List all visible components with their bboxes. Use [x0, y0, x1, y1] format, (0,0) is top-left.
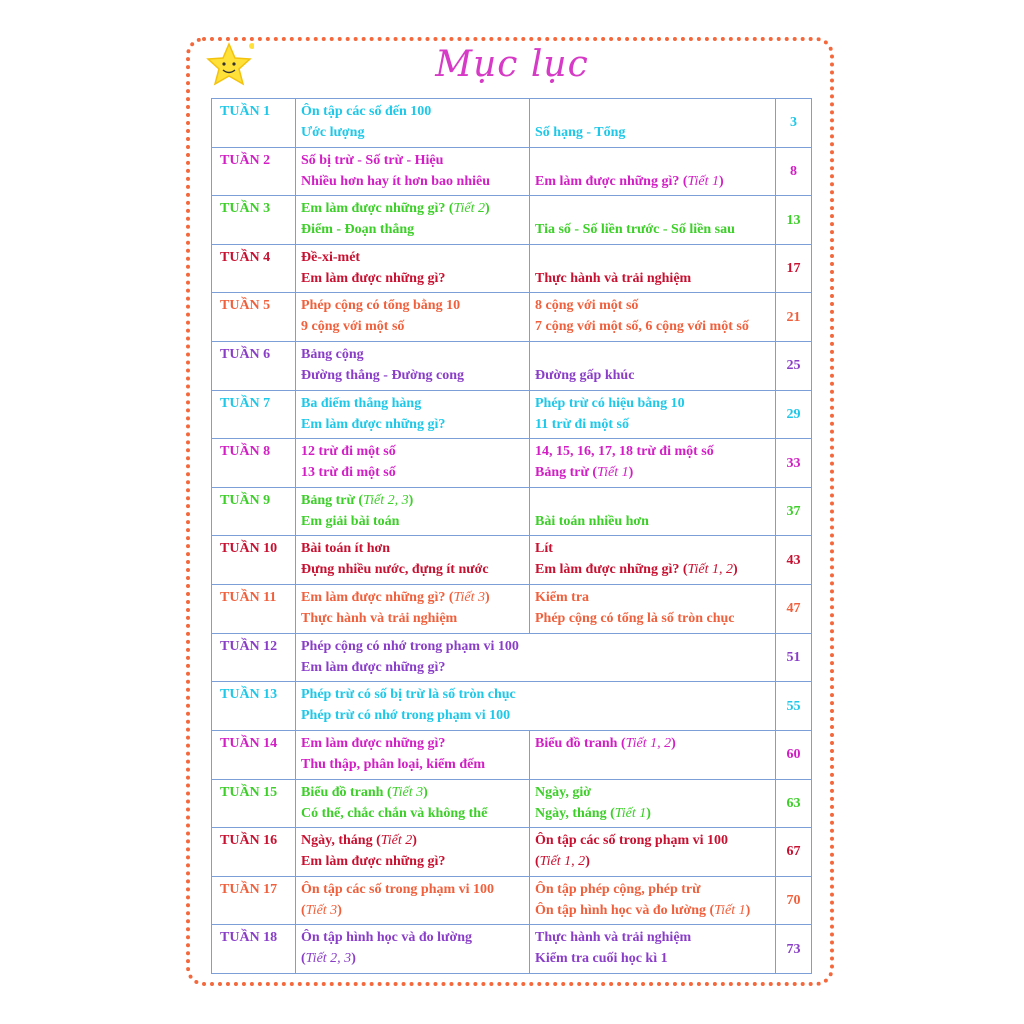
lesson-cell: [530, 147, 776, 196]
lesson-cell: [296, 99, 530, 148]
lesson-line: [301, 657, 770, 678]
lesson-line: [301, 538, 524, 559]
week-label: TUẦN 17: [212, 876, 296, 925]
week-label: TUẦN 16: [212, 828, 296, 877]
lesson-line: [301, 851, 524, 872]
lesson-text: ): [412, 833, 417, 849]
page-number[interactable]: 70: [776, 876, 812, 925]
lesson-cell: [530, 99, 776, 148]
lesson-cell: [530, 730, 776, 779]
lesson-text: Em làm được những gì?: [301, 659, 446, 675]
lesson-text: Phép trừ có hiệu bằng 10: [535, 395, 685, 411]
lesson-line: [535, 171, 770, 192]
lesson-text: Em làm được những gì?: [301, 270, 446, 286]
table-row: [212, 925, 812, 974]
lesson-line: [301, 803, 524, 824]
lesson-line: [301, 462, 524, 483]
lesson-cell: [296, 779, 530, 828]
lesson-text: Bảng trừ (: [301, 492, 364, 508]
lesson-cell: [530, 293, 776, 342]
table-row: [212, 196, 812, 245]
lesson-text: Ngày, tháng (: [535, 805, 615, 821]
table-row: [212, 244, 812, 293]
lesson-line: [301, 684, 770, 705]
lesson-cell: [530, 779, 776, 828]
page-number[interactable]: 13: [776, 196, 812, 245]
lesson-line: [301, 295, 524, 316]
lesson-detail-italic: Tiết 1, 2: [625, 735, 672, 751]
page-number[interactable]: 8: [776, 147, 812, 196]
week-label: TUẦN 10: [212, 536, 296, 585]
lesson-line: [535, 462, 770, 483]
table-row: [212, 439, 812, 488]
lesson-cell: [296, 390, 530, 439]
lesson-text: ): [408, 492, 414, 508]
lesson-text: Em làm được những gì?: [301, 416, 446, 432]
lesson-detail-italic: Tiết 2, 3: [305, 951, 352, 967]
lesson-text: Em làm được những gì? (: [535, 562, 688, 578]
lesson-text: ): [485, 590, 490, 606]
lesson-text: Nhiều hơn hay ít hơn bao nhiêu: [301, 173, 491, 189]
table-row: [212, 779, 812, 828]
lesson-line: [301, 247, 524, 268]
week-label: TUẦN 14: [212, 730, 296, 779]
lesson-text: Bảng trừ (: [535, 465, 598, 481]
page-number[interactable]: 47: [776, 585, 812, 634]
table-of-contents: [211, 98, 812, 974]
page-number[interactable]: 33: [776, 439, 812, 488]
table-row: [212, 293, 812, 342]
week-label: TUẦN 7: [212, 390, 296, 439]
lesson-line: [301, 219, 524, 240]
lesson-detail-italic: Tiết 1: [687, 173, 720, 189]
week-label: TUẦN 1: [212, 99, 296, 148]
lesson-text: Số bị trừ - Số trừ - Hiệu: [301, 152, 444, 168]
lesson-line: [535, 733, 770, 754]
lesson-text: Phép trừ có số bị trừ là số tròn chục: [301, 687, 516, 703]
lesson-text: (: [535, 854, 540, 870]
lesson-cell: [530, 487, 776, 536]
lesson-line: [535, 559, 770, 580]
page-number[interactable]: 67: [776, 828, 812, 877]
lesson-cell: [296, 925, 530, 974]
lesson-text: Ngày, giờ: [535, 784, 591, 800]
lesson-line: [535, 101, 770, 122]
lesson-line: [301, 150, 524, 171]
lesson-cell: [530, 536, 776, 585]
lesson-cell: [530, 439, 776, 488]
lesson-cell: [296, 196, 530, 245]
lesson-text: ): [671, 735, 676, 751]
lesson-text: 12 trừ đi một số: [301, 444, 396, 460]
lesson-cell: [530, 196, 776, 245]
lesson-line: [301, 414, 524, 435]
table-row: [212, 633, 812, 682]
lesson-line: [301, 927, 524, 948]
lesson-cell: [530, 244, 776, 293]
lesson-line: [535, 803, 770, 824]
lesson-text: ): [585, 854, 590, 870]
lesson-line: [535, 268, 770, 289]
lesson-detail-italic: Tiết 2: [453, 201, 486, 217]
lesson-text: Ôn tập phép cộng, phép trừ: [535, 881, 701, 897]
lesson-text: ): [351, 951, 356, 967]
lesson-text: Ôn tập các số trong phạm vi 100: [301, 881, 495, 897]
lesson-text: Đựng nhiều nước, đựng ít nước: [301, 562, 489, 578]
lesson-cell: [296, 536, 530, 585]
lesson-cell: [296, 487, 530, 536]
lesson-line: [535, 948, 770, 969]
lesson-text: Tia số - Số liền trước - Số liền sau: [535, 222, 735, 238]
lesson-text: (: [301, 951, 306, 967]
table-row: [212, 487, 812, 536]
lesson-text: Phép cộng có tổng bằng 10: [301, 298, 461, 314]
lesson-text: Thu thập, phân loại, kiểm đếm: [301, 756, 485, 772]
lesson-line: [301, 198, 524, 219]
lesson-line: [301, 754, 524, 775]
lesson-cell: [296, 730, 530, 779]
lesson-cell: [296, 633, 776, 682]
lesson-text: Điểm - Đoạn thẳng: [301, 222, 415, 238]
lesson-text: Ước lượng: [301, 125, 365, 140]
lesson-line: [535, 927, 770, 948]
lesson-text: Bài toán nhiều hơn: [535, 513, 649, 529]
lesson-line: [535, 414, 770, 435]
lesson-detail-italic: Tiết 1, 2: [687, 562, 734, 578]
lesson-detail-italic: Tiết 2: [380, 833, 413, 849]
lesson-line: [535, 219, 770, 240]
lesson-line: [301, 122, 524, 143]
table-row: [212, 342, 812, 391]
lesson-text: Em làm được những gì? (: [535, 173, 688, 189]
lesson-text: Ôn tập các số trong phạm vi 100: [535, 833, 729, 849]
lesson-detail-italic: Tiết 1: [597, 465, 629, 481]
lesson-line: [535, 490, 770, 511]
lesson-text: ): [485, 201, 490, 217]
lesson-text: Biểu đồ tranh (: [535, 735, 626, 751]
lesson-text: Đường thẳng - Đường cong: [301, 368, 464, 384]
lesson-text: Em làm được những gì? (: [301, 201, 454, 217]
lesson-text: Bài toán ít hơn: [301, 541, 391, 557]
lesson-line: [301, 268, 524, 289]
lesson-cell: [296, 293, 530, 342]
lesson-line: [301, 365, 524, 386]
lesson-cell: [530, 585, 776, 634]
lesson-line: [535, 879, 770, 900]
lesson-text: (: [301, 902, 306, 918]
lesson-line: [535, 150, 770, 171]
lesson-cell: [296, 585, 530, 634]
lesson-text: Thực hành và trải nghiệm: [535, 930, 692, 946]
lesson-detail-italic: Tiết 3: [391, 784, 424, 800]
week-label: TUẦN 13: [212, 682, 296, 731]
lesson-text: ): [337, 902, 342, 918]
lesson-text: ): [719, 173, 724, 189]
page-number[interactable]: 21: [776, 293, 812, 342]
lesson-text: ): [646, 805, 651, 821]
lesson-line: [301, 733, 524, 754]
lesson-cell: [296, 244, 530, 293]
table-row: [212, 99, 812, 148]
lesson-cell: [296, 828, 530, 877]
page-number[interactable]: 37: [776, 487, 812, 536]
lesson-line: [301, 608, 524, 629]
lesson-text: ): [628, 465, 634, 481]
lesson-cell: [296, 876, 530, 925]
week-label: TUẦN 18: [212, 925, 296, 974]
lesson-line: [301, 490, 524, 511]
week-label: TUẦN 15: [212, 779, 296, 828]
lesson-line: [301, 171, 524, 192]
lesson-text: Bảng cộng: [301, 347, 364, 363]
lesson-line: [301, 879, 524, 900]
week-label: TUẦN 5: [212, 293, 296, 342]
lesson-line: [301, 830, 524, 851]
lesson-cell: [530, 390, 776, 439]
lesson-text: Đường gấp khúc: [535, 368, 635, 384]
week-label: TUẦN 12: [212, 633, 296, 682]
lesson-text: Ba điểm thẳng hàng: [301, 395, 422, 411]
lesson-cell: [530, 342, 776, 391]
lesson-line: [535, 830, 770, 851]
lesson-text: Ôn tập hình học và đo lường: [301, 930, 472, 946]
table-row: [212, 876, 812, 925]
lesson-cell: [296, 147, 530, 196]
week-label: TUẦN 9: [212, 487, 296, 536]
lesson-text: Em làm được những gì? (: [301, 590, 454, 606]
lesson-text: Em giải bài toán: [301, 513, 400, 529]
lesson-line: [535, 393, 770, 414]
lesson-text: 9 cộng với một số: [301, 319, 405, 335]
lesson-text: Kiểm tra cuối học kì 1: [535, 951, 668, 967]
week-label: TUẦN 6: [212, 342, 296, 391]
page-number[interactable]: 29: [776, 390, 812, 439]
lesson-text: 8 cộng với một số: [535, 298, 639, 314]
page-number[interactable]: 43: [776, 536, 812, 585]
lesson-text: 11 trừ đi một số: [535, 416, 629, 432]
lesson-detail-italic: Tiết 3: [453, 590, 486, 606]
lesson-line: [535, 247, 770, 268]
page-title: Mục lục: [435, 44, 589, 85]
table-row: [212, 828, 812, 877]
lesson-line: [535, 538, 770, 559]
week-label: TUẦN 8: [212, 439, 296, 488]
lesson-text: Ngày, tháng (: [301, 833, 381, 849]
lesson-line: [535, 198, 770, 219]
lesson-text: Lít: [535, 541, 553, 557]
week-label: TUẦN 4: [212, 244, 296, 293]
lesson-cell: [530, 876, 776, 925]
lesson-line: [535, 365, 770, 386]
lesson-line: [535, 608, 770, 629]
page-number[interactable]: 17: [776, 244, 812, 293]
lesson-text: 13 trừ đi một số: [301, 465, 396, 481]
lesson-detail-italic: Tiết 1, 2: [539, 854, 586, 870]
table-row: [212, 147, 812, 196]
lesson-line: [301, 705, 770, 726]
lesson-line: [301, 511, 524, 532]
lesson-text: Em làm được những gì?: [301, 735, 446, 751]
lesson-line: [535, 122, 770, 143]
lesson-line: [301, 393, 524, 414]
lesson-cell: [296, 682, 776, 731]
lesson-line: [535, 900, 770, 921]
page-number[interactable]: 73: [776, 925, 812, 974]
week-label: TUẦN 11: [212, 585, 296, 634]
page-number[interactable]: 51: [776, 633, 812, 682]
lesson-text: Biểu đồ tranh (: [301, 784, 392, 800]
lesson-text: Thực hành và trải nghiệm: [301, 611, 458, 627]
lesson-line: [301, 900, 524, 921]
lesson-line: [301, 587, 524, 608]
lesson-text: Ôn tập hình học và đo lường (: [535, 902, 715, 918]
lesson-line: [301, 782, 524, 803]
lesson-text: ): [745, 902, 751, 918]
lesson-text: Số hạng - Tổng: [535, 125, 626, 140]
lesson-cell: [530, 828, 776, 877]
lesson-text: Phép cộng có tổng là số tròn chục: [535, 611, 735, 627]
lesson-cell: [296, 439, 530, 488]
lesson-line: [301, 441, 524, 462]
lesson-detail-italic: Tiết 1: [714, 902, 746, 918]
lesson-line: [301, 559, 524, 580]
lesson-line: [535, 316, 770, 337]
lesson-line: [301, 101, 524, 122]
page-number[interactable]: 25: [776, 342, 812, 391]
lesson-line: [535, 441, 770, 462]
lesson-text: Phép cộng có nhớ trong phạm vi 100: [301, 638, 519, 654]
lesson-line: [301, 344, 524, 365]
table-row: [212, 585, 812, 634]
page-number[interactable]: 63: [776, 779, 812, 828]
lesson-line: [535, 511, 770, 532]
lesson-text: 14, 15, 16, 17, 18 trừ đi một số: [535, 444, 714, 460]
lesson-text: Kiểm tra: [535, 590, 590, 606]
lesson-detail-italic: Tiết 3: [305, 902, 338, 918]
lesson-text: ): [423, 784, 428, 800]
lesson-text: Có thể, chắc chắn và không thể: [301, 805, 488, 821]
lesson-line: [535, 295, 770, 316]
week-label: TUẦN 3: [212, 196, 296, 245]
lesson-cell: [296, 342, 530, 391]
lesson-text: Em làm được những gì?: [301, 854, 446, 870]
page-number[interactable]: 55: [776, 682, 812, 731]
lesson-line: [301, 948, 524, 969]
lesson-line: [535, 782, 770, 803]
lesson-text: Thực hành và trải nghiệm: [535, 270, 692, 286]
week-label: TUẦN 2: [212, 147, 296, 196]
lesson-text: 7 cộng với một số, 6 cộng với một số: [535, 319, 749, 335]
lesson-line: [535, 587, 770, 608]
lesson-line: [535, 344, 770, 365]
lesson-text: ): [733, 562, 738, 578]
page-number[interactable]: 3: [776, 99, 812, 148]
lesson-detail-italic: Tiết 1: [614, 805, 647, 821]
lesson-text: Phép trừ có nhớ trong phạm vi 100: [301, 708, 511, 724]
table-row: [212, 390, 812, 439]
lesson-line: [301, 316, 524, 337]
lesson-line: [535, 851, 770, 872]
lesson-cell: [530, 925, 776, 974]
lesson-text: Ôn tập các số đến 100: [301, 104, 432, 119]
page-number[interactable]: 60: [776, 730, 812, 779]
lesson-detail-italic: Tiết 2, 3: [363, 492, 409, 508]
lesson-line: [535, 754, 770, 775]
table-row: [212, 536, 812, 585]
table-row: [212, 730, 812, 779]
lesson-line: [301, 636, 770, 657]
table-row: [212, 682, 812, 731]
lesson-text: Đề-xi-mét: [301, 249, 361, 265]
